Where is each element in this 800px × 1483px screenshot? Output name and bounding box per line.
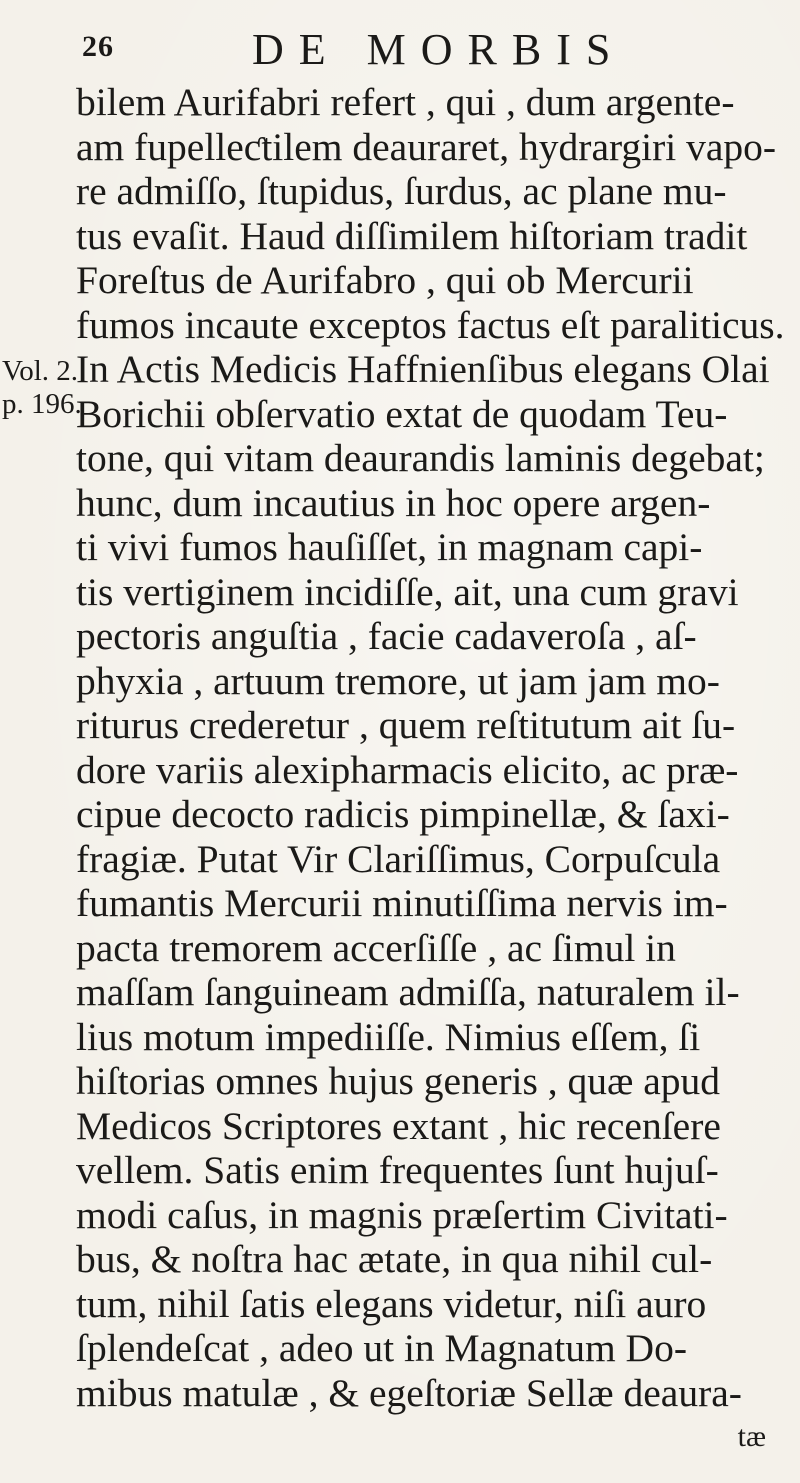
text-line: vellem. Satis enim frequentes ſunt hujuſ- [76,1148,719,1192]
text-line: bus, & noſtra hac ætate, in qua nihil cul- [76,1237,713,1281]
text-line: tone, qui vitam deaurandis laminis degebat; [76,436,765,480]
text-line: maſſam ſanguineam admiſſa, naturalem il- [76,970,740,1014]
text-line: pectoris anguſtia , facie cadaveroſa , aſ- [76,614,697,658]
page-header [60,22,760,74]
text-line: bilem Aurifabri refert , qui , dum argente- [76,80,735,124]
text-line: cipue decocto radicis pimpinellæ, & ſaxi- [76,792,730,836]
text-line: ſplendeſcat , adeo ut in Magnatum Do- [76,1326,687,1370]
text-line: re admiſſo, ſtupidus, ſurdus, ac plane mu- [76,169,727,213]
text-line: phyxia , artuum tremore, ut jam jam mo- [76,658,720,703]
text-line: Borichii obſervatio extat de quodam Teu- [76,391,728,436]
text-line: hiſtorias omnes hujus generis , quæ apud [76,1059,720,1103]
text-line: mibus matulæ , & egeſtoriæ Sellæ deaura- [76,1370,742,1415]
text-line: am fupelleƈtilem deauraret, hydrargiri vapo- [76,124,777,169]
text-line: dore variis alexipharmacis elicito, ac præ- [76,747,739,792]
text-line: fragiæ. Putat Vir Clariſſimus, Corpuſcula [76,836,721,881]
text-line: fumantis Mercurii minutiſſima nervis im- [76,881,728,925]
margin-note-page-reference: p. 196. [2,388,82,420]
text-line: pacta tremorem accerſiſſe , ac ſimul in [76,925,676,970]
text-line: Foreſtus de Aurifabro , qui ob Mercurii [76,258,694,302]
text-line: tis vertiginem incidiſſe, ait, una cum gravi [76,569,739,614]
page-number: 26 [82,30,114,63]
text-line: Medicos Scriptores extant , hic recenſere [76,1103,721,1148]
text-line: tus evaſit. Haud diſſimilem hiſtoriam tradit [76,213,748,258]
body-text [76,80,785,1460]
text-line: ti vivi fumos hauſiſſet, in magnam capi- [76,525,703,569]
text-line: fumos incaute exceptos factus eſt paraliticus. [76,302,785,347]
text-line: lius motum impediiſſe. Nimius eſſem, ſi [76,1014,701,1059]
text-line: riturus crederetur , quem reſtitutum ait ſu- [76,703,736,747]
text-line: hunc, dum incautius in hoc opere argen- [76,480,711,525]
running-head: DE MORBIS [252,25,626,74]
catchword: tæ [737,1420,766,1453]
text-line: In Actis Medicis Haffnienſibus elegans Olai [76,347,770,391]
text-line: modi caſus, in magnis præſertim Civitati- [76,1192,728,1237]
margin-note-volume: Vol. 2. [2,355,79,387]
text-line: tum, nihil ſatis elegans videtur, niſi auro [76,1281,707,1326]
